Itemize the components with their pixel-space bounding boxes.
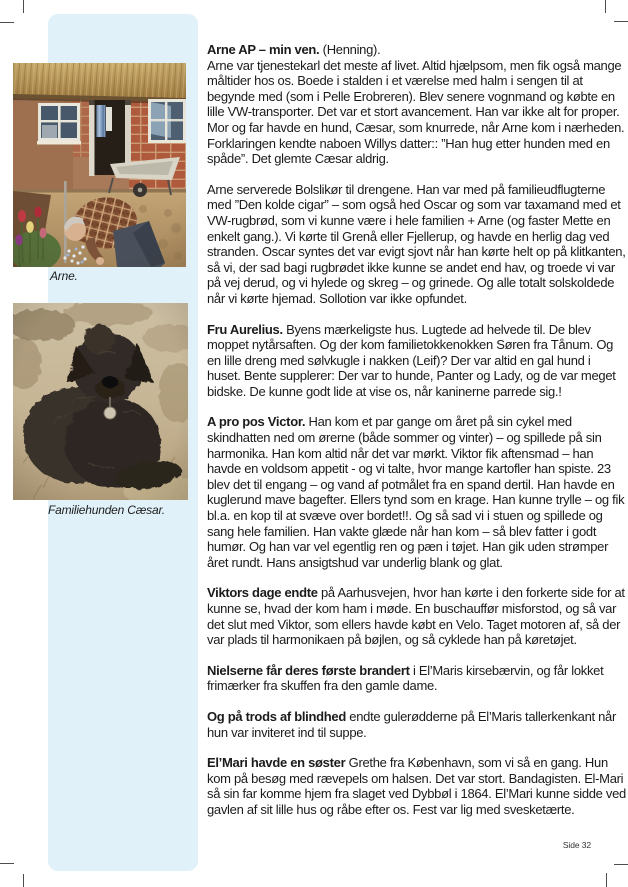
- paragraph: [207, 663, 627, 694]
- article: [207, 42, 627, 833]
- paragraph-lead-bold: Fru Aurelius.: [207, 321, 283, 337]
- paragraph-lead-bold: A pro pos Victor.: [207, 414, 306, 430]
- crop-mark: [614, 864, 628, 865]
- crop-mark: [614, 21, 628, 22]
- paragraph-lead-bold: Viktors dage endte: [207, 585, 318, 601]
- paragraph-text: på Aarhusvejen, hvor han kørte i den forkerte side for at kunne se, hvad der kom ham i møde. En buschauffør misforstod, og så var det slut med Viktor, som ellers havde købt en Velo. Taget motoren af, så der var plads til harmonikaen på bøjlen, og så cyklede han på køretøjet.: [207, 585, 625, 648]
- crop-mark: [0, 22, 14, 23]
- paragraph-text: Byens mærkeligste hus. Lugtede ad helvede til. De blev moppet nytårsaften. Og der kom familietokkenokken Søren fra Tånum. Og en lille dreng med sølvkugle i nakken (Leif)? Der var altid en gal hund i huset. Bente supplerer: Der var to hunde, Panter og Lady, og de var meget bidske. De kunne godt lide at vise os, når kaninerne parrede sig.!: [207, 321, 616, 399]
- dog-caesar-image: [13, 303, 188, 500]
- paragraph-text: endte gulerødderne på El’Maris tallerkenkant når hun var inviteret ind til suppe.: [207, 708, 617, 740]
- paragraph-lead-bold: Nielserne får deres første brandert: [207, 662, 410, 678]
- crop-mark: [0, 863, 14, 864]
- paragraph: [207, 182, 627, 307]
- photo-caption-arne: Arne.: [50, 269, 78, 283]
- crop-mark: [23, 0, 24, 13]
- paragraph-text: (Henning).: [319, 42, 381, 57]
- paragraph-text: Grethe fra København, som vi så en gang. Hun kom på besøg med rævepels om halsen. Det var stort. Bandagisten. El-Mari så sin far komme hjem fra slaget ved Dybbøl i 1864. El’Mari kunne sidde ved gavlen af sit lille hus og råbe efter os. Fest var lig med svesketærte.: [207, 755, 626, 817]
- paragraph-text: i El’Maris kirsebærvin, og får lokket frimærker fra skuffen fra den gamle dame.: [207, 662, 604, 694]
- paragraph: [207, 322, 627, 400]
- paragraph-lead-bold: El’Mari havde en søster: [207, 755, 346, 771]
- photo-caesar: [13, 303, 188, 500]
- paragraph-lead-bold: Arne AP – min ven.: [207, 42, 320, 57]
- paragraph-text: Arne serverede Bolslikør til drengene. Han var med på familieudflugterne med ”Den kolde cigar” – som også hed Oscar og som var taxamand med et VW-rugbrød, som vi kunne være i hele familien + Arne (og faster Mette en enkelt gang.). Vi kørte til Grenå eller Fjellerup, og havde en herlig dag ved stranden. Oscar syntes det var evigt sjovt når han kørte helt op på klitkanten, så vi, der sad bagi rugbrødet ikke kunne se andet end hav, og troede vi var på vej derud, og vi hylede og skreg – og grinede. Og alle totalt solskoldede når vi kørte hjemad. Sollotion var ikke opfundet.: [207, 181, 626, 306]
- page-number: Side 32: [562, 840, 591, 850]
- paragraph-text: Han kom et par gange om året på sin cykel med skindhatten ned om ørerne (både sommer og vinter) – og spillede på sin harmonika. Han kom altid når det var mørkt. Viktor fik aftensmad – han havde en voldsom appetit - og vi talte, hvor mange kartofler han spiste. 23 blev det til engang – og vand af potmålet fra en spand dertil. Han havde en kuglerund mave bagefter. Ellers tynd som en krage. Han kunne trylle – og fik bl.a. en kop til at svæve over bordet!!. Og så sad vi i stuen og spillede og sang hele familien. Han vakte glæde når han kom – så blev fatter i godt humør. Og han var vel egentlig ren og pæn i tøjet. Han gik uden strømper året rundt. Hans ansigtshud var underlig blank og glat.: [207, 414, 625, 570]
- paragraph: [207, 42, 627, 167]
- paragraph-lead-bold: Og på trods af blindhed: [207, 708, 346, 724]
- photo-caption-caesar: Familiehunden Cæsar.: [48, 503, 165, 517]
- arne-garden-image: [13, 63, 186, 267]
- paragraph-text: Arne var tjenestekarl det meste af livet. Altid hjælpsom, men fik også mange måltider hos os. Boede i stalden i et værelse med halm i sengen til at begynde med (som i Pelle Erobreren). Blev senere vognmand og købte en lille VW-transporter. Det var et stort avancement. Han var ikke alt for proper. Mor og far havde en hund, Cæsar, som knurrede, når Arne kom i nærheden. Forklaringen kendte naboen Willys datter:: ”Han hug etter hunden med en spåde”. Det glemte Cæsar aldrig.: [207, 57, 625, 167]
- crop-mark: [606, 873, 607, 887]
- paragraph: [207, 755, 627, 817]
- crop-mark: [605, 0, 606, 13]
- paragraph: [207, 414, 627, 570]
- paragraph: [207, 709, 627, 740]
- crop-mark: [23, 874, 24, 887]
- paragraph: [207, 585, 627, 647]
- photo-arne: [13, 63, 186, 267]
